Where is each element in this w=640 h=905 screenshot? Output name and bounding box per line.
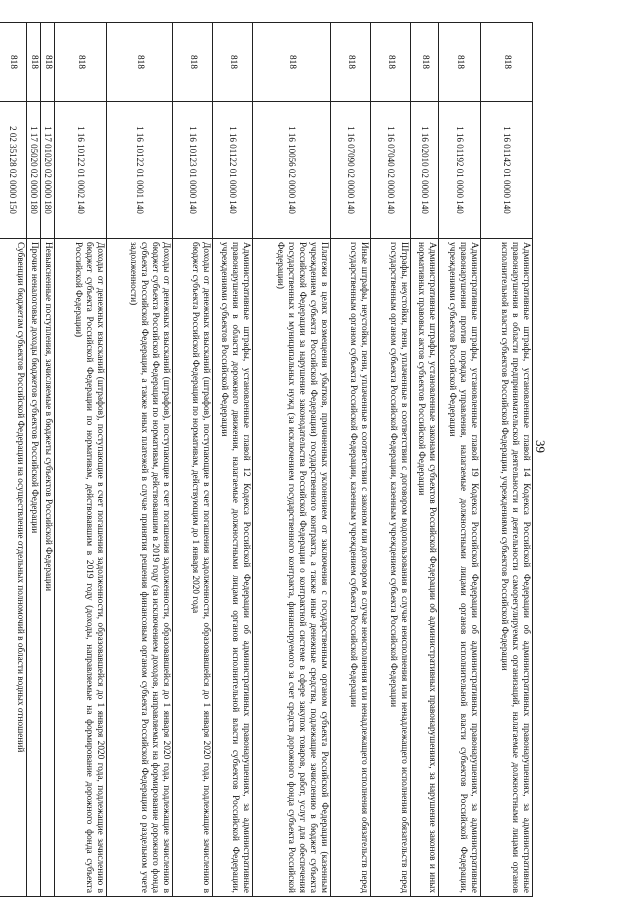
budget-code-cell: 1 16 01192 01 0000 140 [439,102,481,239]
description-cell: Невыясненные поступления, зачисляемые в бюджеты субъектов Российской Федерации [41,239,55,897]
table-row [439,23,481,897]
table-row [41,23,55,897]
description-cell: Субвенции бюджетам субъектов Российской Федерации на осуществление отдельных полномочий в области водных отношений [0,239,27,897]
budget-code-cell: 1 16 10123 01 0000 140 [173,102,213,239]
budget-code-cell: 2 02 35128 02 0000 150 [0,102,27,239]
table-row [331,23,371,897]
table-row [213,23,253,897]
admin-code-cell: 818 [55,23,107,102]
description-cell: Доходы от денежных взысканий (штрафов), поступающие в счет погашения задолженности, образовавшейся до 1 января 2020 года, подлежащие зачислению в бюджет субъекта Российской Федерации по нормативам, действовавшим в 2019 году (за исключением доходов, направляемых на формирование дорожного фонда субъекта Российской Федерации, а также иных платежей в случае принятия решения финансовым органом субъекта Российской Федерации о раздельном учете задолженности) [107,239,173,897]
admin-code-cell: 818 [371,23,411,102]
description-cell: Доходы от денежных взысканий (штрафов), поступающие в счет погашения задолженности, образовавшейся до 1 января 2020 года, подлежащие зачислению в бюджет субъекта Российской Федерации по нормативам, действовавшим в 2019 году (доходы, направляемые на формирование дорожного фонда субъекта Российской Федерации) [55,239,107,897]
description-cell: Штрафы, неустойки, пени, уплаченные в соответствии с договором водопользования в случае неисполнения или ненадлежащего исполнения обязательств перед государственным органом субъекта Российской Федерации, казенным учреждением субъекта Российской Федерации [371,239,411,897]
table-row [0,23,27,897]
description-cell: Доходы от денежных взысканий (штрафов), поступающие в счет погашения задолженности, образовавшейся до 1 января 2020 года, подлежащие зачислению в бюджет субъекта Российской Федерации по нормативам, действующим до 1 января 2020 года [173,239,213,897]
description-cell: Административные штрафы, установленные главой 12 Кодекса Российской Федерации об административных правонарушениях, за административные правонарушения в области дорожного движения, налагаемые должностными лицами органов исполнительной власти субъектов Российской Федерации, учреждениями субъектов Российской Федерации [213,239,253,897]
table-body [0,23,533,897]
table-row [371,23,411,897]
budget-code-cell: 1 17 05020 02 0000 180 [27,102,41,239]
description-cell: Иные штрафы, неустойки, пени, уплаченные в соответствии с законом или договором в случае неисполнения или ненадлежащего исполнения обязательств перед государственным органом субъекта Российской Федерации, казенным учреждением субъекта Российской Федерации [331,239,371,897]
table-row [107,23,173,897]
budget-code-cell: 1 16 02010 02 0000 140 [411,102,439,239]
budget-code-cell: 1 16 10122 01 0002 140 [55,102,107,239]
table-row [27,23,41,897]
admin-code-cell: 818 [481,23,533,102]
admin-code-cell: 818 [173,23,213,102]
admin-code-cell: 818 [411,23,439,102]
budget-code-cell: 1 16 01122 01 0000 140 [213,102,253,239]
table-row [411,23,439,897]
budget-code-cell: 1 16 07090 02 0000 140 [331,102,371,239]
description-cell: Административные штрафы, установленные законами субъектов Российской Федерации об административных правонарушениях, за нарушение законов и иных нормативных правовых актов субъектов Российской Федерации [411,239,439,897]
table-row [481,23,533,897]
table-row [173,23,213,897]
budget-code-cell: 1 16 10122 01 0001 140 [107,102,173,239]
budget-code-cell: 1 16 10056 02 0000 140 [253,102,331,239]
description-cell: Платежи в целях возмещения убытков, причиненных уклонением от заключения с государственным органом субъекта Российской Федерации (казенным учреждением субъекта Российской Федерации) государственного контракта, а также иные денежные средства, подлежащие зачислению в бюджет субъекта Российской Федерации за нарушение законодательства Российской Федерации о контрактной системе в сфере закупок товаров, работ, услуг для обеспечения государственных и муниципальных нужд (за исключением государственного контракта, финансируемого за счет средств дорожного фонда субъекта Российской Федерации) [253,239,331,897]
admin-code-cell: 818 [331,23,371,102]
admin-code-cell: 818 [439,23,481,102]
budget-code-cell: 1 16 07040 02 0000 140 [371,102,411,239]
admin-code-cell: 818 [41,23,55,102]
description-cell: Административные штрафы, установленные главой 19 Кодекса Российской Федерации об административных правонарушениях, за административные правонарушения против порядка управления, налагаемые должностными лицами органов исполнительной власти субъектов Российской Федерации, учреждениями субъектов Российской Федерации [439,239,481,897]
budget-code-cell: 1 17 01020 02 0000 180 [41,102,55,239]
admin-code-cell: 818 [213,23,253,102]
admin-code-cell: 818 [27,23,41,102]
admin-code-cell: 818 [253,23,331,102]
rotated-table-page [8,22,533,897]
budget-code-cell: 1 16 01142 01 0000 140 [481,102,533,239]
description-cell: Административные штрафы, установленные главой 14 Кодекса Российской Федерации об административных правонарушениях, за административные правонарушения в области предпринимательской деятельности и деятельности саморегулируемых организаций, налагаемые должностными лицами органов исполнительной власти субъектов Российской Федерации, учреждениями субъектов Российской Федерации [481,239,533,897]
page-number: 39 [533,440,548,453]
admin-code-cell: 818 [107,23,173,102]
description-cell: Прочие неналоговые доходы бюджетов субъектов Российской Федерации [27,239,41,897]
revenue-codes-table [0,22,533,897]
table-row [253,23,331,897]
table-row [55,23,107,897]
admin-code-cell: 818 [0,23,27,102]
